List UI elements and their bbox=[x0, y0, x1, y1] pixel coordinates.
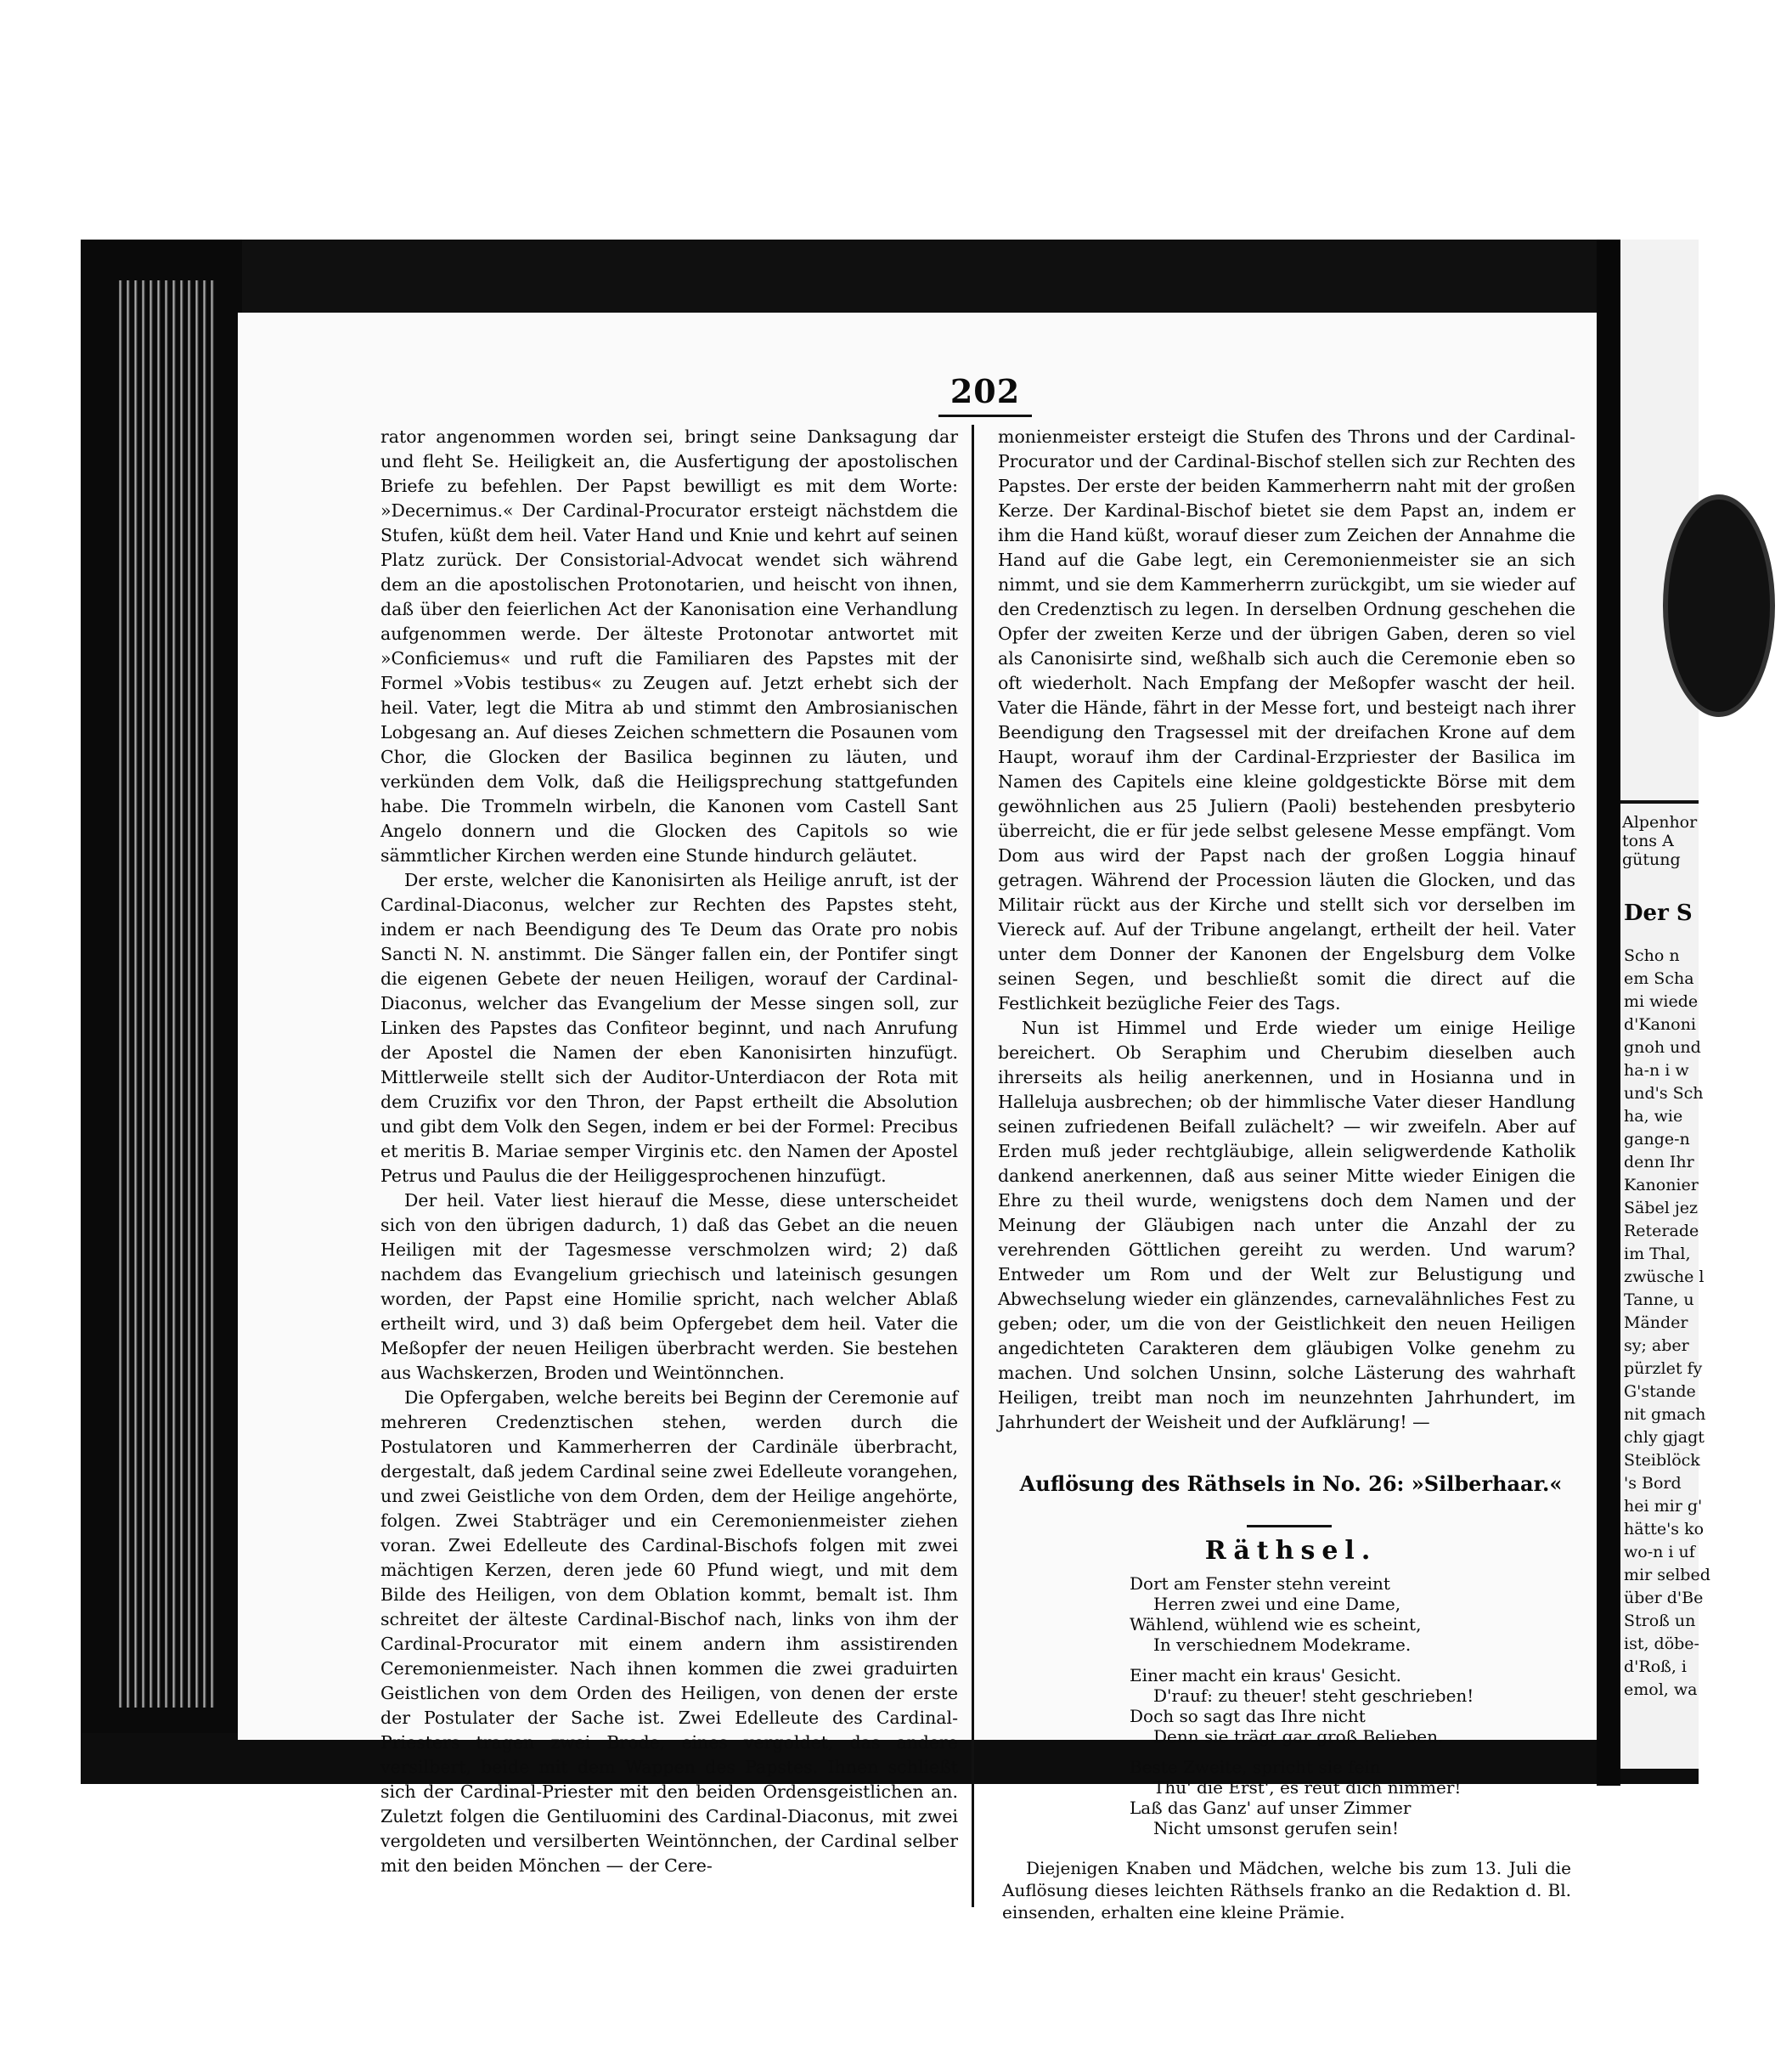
riddle-line: D'rauf: zu theuer! steht geschrieben! bbox=[1153, 1685, 1474, 1706]
paragraph: Die Opfergaben, welche bereits bei Beginn der Ceremonie auf mehreren Credenztischen stehen, werden durch die Postulatoren und Kammerherren der Cardinäle überbracht, dergestalt, daß jedem Cardinal seine zwei Edelleute vorangehen, und zwei Geistliche von dem Orden, dem der Heilige angehörte, folgen. Zwei Stabträger und ein Ceremonienmeister ziehen voran. Zwei Edelleute des Cardinal-Bischofs folgen mit zwei mächtigen Kerzen, deren jede 60 Pfund wiegt, und mit dem Bilde des Heiligen, von dem Oblation kommt, bemalt ist. Ihm schreitet der älteste Cardinal-Bischof nach, links von ihm der Cardinal-Procurator mit einem andern ihm assistirenden Ceremonienmeister. Nach ihnen kommen die zwei graduirten Geistlichen von dem Orden des Heiligen, von denen der erste der Postulater der Sache ist. Zwei Edelleute des Cardinal-Priesters tragen zwei Brode, eines vergoldet, das andere versilbert, beide mit dem Wappen des Papstes. Ihnen schließt sich der Cardinal-Priester mit den beiden Ordensgeistlichen an. Zuletzt folgen die Gentiluomini des Cardinal-Diaconus, mit zwei vergoldeten und versilberten Weintönnchen, der Cardinal selber mit den beiden Mönchen — der Cere- bbox=[380, 1387, 958, 1876]
fragment-caption-line: gütung bbox=[1622, 850, 1681, 869]
fragment-caption bbox=[1622, 813, 1792, 869]
next-page-fragment bbox=[1620, 240, 1710, 1769]
riddle-line: Herren zwei und eine Dame, bbox=[1153, 1594, 1401, 1614]
fragment-line: und's Sch bbox=[1624, 1084, 1704, 1103]
fragment-line: über d'Be bbox=[1624, 1589, 1704, 1607]
fragment-line: sy; aber bbox=[1624, 1336, 1689, 1355]
fragment-line: mi wiede bbox=[1624, 992, 1699, 1011]
riddle-line: Beste Zweite, spricht sie fein bbox=[1130, 1757, 1381, 1777]
fragment-line: pürzlet fy bbox=[1624, 1359, 1703, 1378]
paragraph: Der heil. Vater liest hierauf die Messe, diese unterscheidet sich von den übrigen dadurch, 1) daß das Gebet an die neuen Heiligen mit der Tagesmesse verschmolzen wird; 2) daß nachdem das Evangelium griechisch und lateinisch gesungen worden, der Papst eine Homilie spricht, nach welcher Ablaß ertheilt wird, und 3) daß beim Opfergebet dem heil. Vater die Meßopfer der neuen Heiligen überbracht werden. Sie bestehen aus Wachskerzen, Broden und Weintönnchen. bbox=[380, 1190, 958, 1383]
riddle-line: Nicht umsonst gerufen sein! bbox=[1153, 1818, 1400, 1838]
fragment-line: Reterade bbox=[1624, 1222, 1699, 1240]
paragraph: Nun ist Himmel und Erde wieder um einige Heilige bereichert. Ob Seraphim und Cherubim dieselben auch ihrerseits als heilig anerkennen, und in Hosianna und in Halleluja ausbrechen; ob der himmlische Vater dieser Handlung seinen zufriedenen Beifall zulächelt? — wir zweifeln. Aber auf Erden muß jeder rechtgläubige, allein seligwerdende Katholik dankend anerkennen, daß aus seiner Mitte wieder Einigen die Ehre zu theil wurde, wenigstens doch dem Namen und der Meinung der Gläubigen nach unter die Anzahl der zu verehrenden Göttlichen gereiht zu werden. Und warum? Entweder um Rom und der Welt zur Belustigung und Abwechselung wieder ein glänzendes, carnevalähnliches Fest zu geben; oder, um die von der Geistlichkeit den neuen Heiligen angedichteten Carakteren dem gläubigen Volke genehm zu machen. Und solchen Unsinn, solche Lästerung des wahrhaft Heiligen, treibt man noch im neunzehnten Jahrhundert, im Jahrhundert der Weisheit und der Aufklärung! — bbox=[998, 1018, 1575, 1432]
paragraph: monienmeister ersteigt die Stufen des Throns und der Cardinal-Procurator und der Cardinal-Bischof stellen sich zur Rechten des Papstes. Der erste der beiden Kammerherrn naht mit der großen Kerze. Der Kardinal-Bischof bietet sie dem Papst an, indem er ihm die Hand küßt, worauf dieser zum Zeichen der Annahme die Hand auf die Gabe legt, ein Ceremonienmeister sie an sich nimmt, und sie dem Kammerherrn zurückgibt, um sie wieder auf den Credenztisch zu legen. In derselben Ordnung geschehen die Opfer der zweiten Kerze und der übrigen Gaben, deren so viel als Canonisirte sind, weßhalb sich auch die Ceremonie eben so oft wiederholt. Nach Empfang der Meßopfer wascht der heil. Vater die Hände, fährt in der Messe fort, und besteigt nach ihrer Beendigung den Tragsessel mit der dreifachen Krone auf dem Haupt, worauf ihm der Cardinal-Erzpriester der Basilica im Namen des Capitels eine kleine goldgestickte Börse mit dem gewöhnlichen aus 25 Juliern (Paoli) bestehenden presbyterio überreicht, die er für jede selbst gelesene Messe empfängt. Vom Dom aus wird der Papst nach der großen Loggia hinauf getragen. Während der Procession läuten die Glocken, und das Militair rückt aus der Kirche und stellt sich vor derselben im Viereck auf. Auf der Tribune angelangt, ertheilt der heil. Vater unter dem Donner der Kanonen der Engelsburg dem Volke seinen Segen, und beschließt somit die direct auf die Festlichkeit bezügliche Feier des Tags. bbox=[998, 426, 1575, 1013]
left-column bbox=[380, 425, 958, 1878]
section-rule bbox=[1247, 1525, 1332, 1527]
riddle-solution-line: Auflösung des Räthsels in No. 26: »Silberhaar.« bbox=[1019, 1471, 1563, 1496]
fragment-line: zwüsche l bbox=[1624, 1267, 1705, 1286]
riddle-line: Dort am Fenster stehn vereint bbox=[1130, 1573, 1390, 1594]
fragment-line: chly gjagt bbox=[1624, 1428, 1705, 1447]
fragment-line: Tanne, u bbox=[1624, 1290, 1694, 1309]
fragment-line: Kanonier bbox=[1624, 1176, 1699, 1194]
fragment-line: Steiblöck bbox=[1624, 1451, 1700, 1470]
riddle-line: In verschiednem Modekrame. bbox=[1153, 1634, 1412, 1655]
paragraph: Der erste, welcher die Kanonisirten als Heilige anruft, ist der Cardinal-Diaconus, welcher zur Rechten des Papstes steht, indem er nach Beendigung des Te Deum das Orate pro nobis Sancti N. N. anstimmt. Die Sänger fallen ein, der Pontifer singt die eigenen Gebete der neuen Heiligen, worauf der Cardinal-Diaconus, welcher das Evangelium der Messe singen soll, zur Linken des Papstes das Confiteor beginnt, und nach Anrufung der Apostel die Namen der eben Kanonisirten hinzufügt. Mittlerweile stellt sich der Auditor-Unterdiacon der Rota mit dem Cruzifix vor den Thron, der Papst ertheilt die Absolution und gibt dem Volk den Segen, indem er bei der Formel: Precibus et meritis B. Mariae semper Virginis etc. den Namen der Apostel Petrus und Paulus die der Heiliggesprochenen hinzufügt. bbox=[380, 870, 958, 1186]
riddle-stanza bbox=[1130, 1573, 1537, 1655]
fragment-line: hätte's ko bbox=[1624, 1520, 1705, 1538]
column-divider bbox=[972, 425, 974, 1907]
fragment-line: Scho n bbox=[1624, 946, 1680, 965]
fragment-line: Säbel jez bbox=[1624, 1199, 1699, 1217]
fragment-line: ha, wie bbox=[1624, 1107, 1683, 1126]
riddle-line: Einer macht ein kraus' Gesicht. bbox=[1130, 1665, 1402, 1685]
fragment-line: 's Bord bbox=[1624, 1474, 1682, 1493]
page-gutter bbox=[1597, 240, 1620, 1786]
fragment-line: em Scha bbox=[1624, 969, 1694, 988]
fragment-line: ist, döbe- bbox=[1624, 1634, 1699, 1653]
riddle-line: Wählend, wühlend wie es scheint, bbox=[1130, 1614, 1422, 1634]
paragraph: rator angenommen worden sei, bringt seine Danksagung dar und fleht Se. Heiligkeit an, die Ausfertigung der apostolischen Briefe zu befehlen. Der Papst bewilligt es mit dem Worte: »Decernimus.« Der Cardinal-Procurator ersteigt nächstdem die Stufen, küßt dem heil. Vater Hand und Knie und kehrt auf seinen Platz zurück. Der Consistorial-Advocat wendet sich während dem an die apostolischen Protonotarien, und heischt von ihnen, daß über den feierlichen Act der Kanonisation eine Verhandlung aufgenommen werde. Der älteste Protonotar antwortet mit »Conficiemus« und ruft die Familiaren des Papstes mit der Formel »Vobis testibus« zu Zeugen auf. Jetzt erhebt sich der heil. Vater, legt die Mitra ab und stimmt den Ambrosianischen Lobgesang an. Auf dieses Zeichen schmettern die Posaunen vom Chor, die Glocken der Basilica beginnen zu läuten, und verkünden dem Volk, daß die Heiligsprechung stattgefunden habe. Die Trommeln wirbeln, die Kanonen vom Castell Sant Angelo donnern und die Glocken des Capitols so wie sämmtlicher Kirchen werden eine Stunde hindurch geläutet. bbox=[380, 426, 958, 866]
fragment-line: Stroß un bbox=[1624, 1612, 1696, 1630]
fragment-line: emol, wa bbox=[1624, 1680, 1698, 1699]
fragment-line: im Thal, bbox=[1624, 1245, 1691, 1263]
fragment-rule bbox=[1620, 800, 1699, 804]
riddle-stanza bbox=[1130, 1665, 1537, 1747]
fragment-line: denn Ihr bbox=[1624, 1153, 1694, 1171]
fragment-line: G'stande bbox=[1624, 1382, 1696, 1401]
seal-image bbox=[1663, 494, 1775, 717]
riddle-line: Doch so sagt das Ihre nicht bbox=[1130, 1706, 1366, 1726]
fragment-caption-line: Alpenhor bbox=[1622, 813, 1698, 832]
fragment-line: hei mir g' bbox=[1624, 1497, 1703, 1516]
riddle-line: Thu' die Erst', es reut dich nimmer! bbox=[1153, 1777, 1462, 1798]
fragment-heading: Der S bbox=[1624, 900, 1693, 926]
page-edges bbox=[115, 280, 217, 1708]
scan-top-shadow bbox=[81, 240, 1699, 325]
riddle-line: Denn sie trägt gar groß Belieben. bbox=[1153, 1726, 1444, 1747]
riddle-line: Laß das Ganz' auf unser Zimmer bbox=[1130, 1798, 1412, 1818]
fragment-line: gange-n bbox=[1624, 1130, 1690, 1149]
closing-notice: Diejenigen Knaben und Mädchen, welche bis zum 13. Juli die Auflösung dieses leichten Räthsels franko an die Redaktion d. Bl. einsenden, erhalten eine kleine Prämie. bbox=[1002, 1858, 1571, 1922]
fragment-line: d'Kanoni bbox=[1624, 1015, 1696, 1034]
fragment-line: Mänder bbox=[1624, 1313, 1688, 1332]
fragment-line: gnoh und bbox=[1624, 1038, 1701, 1057]
page-number-rule bbox=[938, 415, 1032, 417]
fragment-text bbox=[1624, 945, 1710, 1702]
fragment-line: mir selbed bbox=[1624, 1566, 1710, 1584]
page-number: 202 bbox=[950, 372, 1021, 410]
fragment-line: nit gmach bbox=[1624, 1405, 1706, 1424]
riddle-title: Räthsel. bbox=[1204, 1536, 1378, 1566]
right-column bbox=[998, 425, 1575, 1435]
fragment-line: ha-n i w bbox=[1624, 1061, 1689, 1080]
fragment-line: d'Roß, i bbox=[1624, 1657, 1687, 1676]
fragment-line: wo-n i uf bbox=[1624, 1543, 1695, 1561]
riddle-poem bbox=[1130, 1573, 1537, 1849]
riddle-stanza bbox=[1130, 1757, 1537, 1838]
fragment-caption-line: tons A bbox=[1622, 832, 1674, 850]
